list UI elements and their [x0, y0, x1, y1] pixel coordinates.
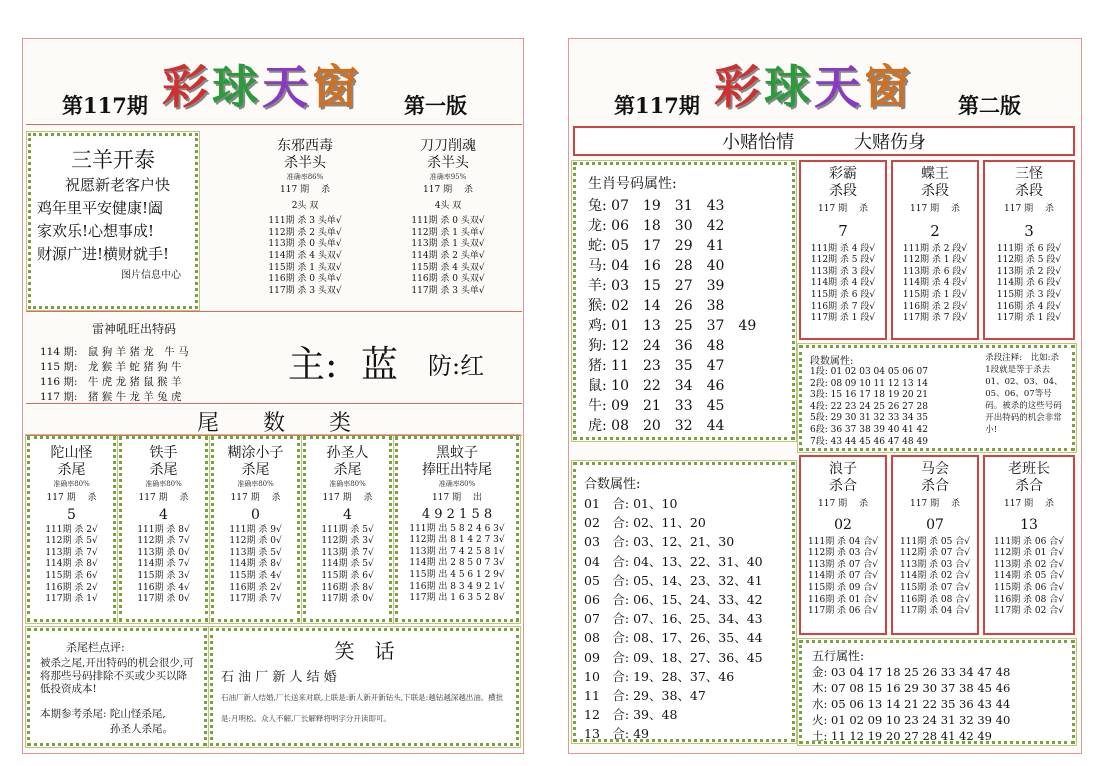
box-title: 马会 — [921, 461, 949, 477]
wuxing-box — [799, 640, 1075, 744]
prediction: 4头 双 — [434, 200, 462, 211]
history-row: 114期 杀 2 头单√ — [411, 250, 485, 261]
thunder-row: 114 期: 鼠 狗 羊 猪 龙 牛 马 — [40, 346, 189, 358]
box-title: 三怪 — [1015, 166, 1043, 182]
box-title: 蝶王 — [921, 166, 949, 182]
period: 117 期 杀 — [230, 493, 281, 503]
history-row: 117期 杀 7 段√ — [902, 313, 968, 324]
segment-kill-box — [983, 160, 1075, 340]
box-subtitle: 杀合 — [921, 478, 949, 494]
history-row: 117期 杀 0√ — [321, 594, 374, 605]
zodiac-box — [573, 162, 795, 440]
accuracy: 准确率80% — [145, 480, 182, 488]
tail-kill-box — [27, 436, 116, 622]
history-row: 111期 杀 2√ — [45, 524, 98, 535]
segment-row: 4段: 22 23 24 25 26 27 28 — [810, 401, 928, 412]
history-row: 116期 杀 08 合√ — [994, 594, 1064, 605]
review-body: 被杀之尾,开出特码的机会很少,可将那些号码排除不买或少买以降低投资成本! — [40, 657, 194, 695]
tail-kill-box — [119, 436, 208, 622]
right-edition: 第二版 — [958, 93, 1021, 118]
blessing-line: 鸡年里平安健康!阖 — [37, 199, 164, 217]
sum-row: 08 合: 08、17、26、35、44 — [584, 630, 763, 646]
period: 117 期 杀 — [910, 204, 960, 214]
segment-kill-box — [799, 160, 887, 340]
history-row: 117期 杀 1 段√ — [996, 313, 1062, 324]
history-row: 111期 杀 8√ — [137, 524, 190, 535]
history-row: 115期 杀 6√ — [45, 570, 98, 581]
box-subtitle: 杀段 — [921, 183, 949, 199]
prediction: 07 — [926, 516, 944, 533]
history-row: 113期 杀 03 合√ — [900, 559, 970, 570]
banner — [573, 126, 1075, 156]
tail-out-box — [395, 436, 519, 622]
blessing-line: 祝愿新老客户快 — [65, 176, 171, 194]
history-row: 115期 杀 6√ — [321, 570, 374, 581]
period: 117 期 出 — [432, 493, 482, 503]
accuracy: 准确率80% — [438, 480, 476, 488]
history-row: 115期 杀 4 头双√ — [411, 262, 485, 273]
accuracy: 准确率80% — [237, 480, 274, 488]
history-row: 111期 杀 4 段√ — [810, 243, 876, 254]
joke-body: 石油厂新人结婚,厂长送来对联,上联是:新人新开新钻头,下联是:越钻越深越出油。横批是:月明松。众人不解,厂长解释将明字分开读即可。 — [221, 693, 504, 723]
history-row: 117期 杀 3 头双√ — [268, 285, 342, 296]
history-row: 114期 杀 8√ — [45, 559, 98, 570]
history-row: 114期 杀 7√ — [137, 559, 190, 570]
segment-row: 1段: 01 02 03 04 05 06 07 — [810, 367, 928, 377]
history-row: 114期 杀 4 段√ — [810, 278, 876, 289]
sum-kill-box — [983, 455, 1075, 635]
thunder-title: 雷神吼旺出特码 — [92, 322, 177, 336]
history-row: 115期 杀 09 合√ — [808, 582, 878, 593]
sum-row: 03 合: 03、12、21、30 — [584, 534, 735, 550]
history-row: 113期 杀 3 段√ — [810, 266, 876, 277]
box-subtitle: 捧旺出特尾 — [422, 462, 492, 478]
history-row: 116期 杀 2 段√ — [902, 301, 968, 312]
history-row: 113期 杀 5√ — [229, 547, 282, 558]
zodiac-row: 兔: 07 19 31 43 — [588, 198, 725, 214]
box-subtitle: 杀段 — [829, 183, 857, 199]
box-title: 孙圣人 — [326, 445, 369, 461]
history-row: 113期 杀 0√ — [137, 547, 190, 558]
history-row: 115期 杀 06 合√ — [994, 582, 1064, 593]
history-row: 112期 杀 5√ — [45, 536, 98, 547]
history-row: 116期 杀 2√ — [229, 582, 282, 593]
history-row: 114期 杀 5√ — [321, 559, 374, 570]
history-row: 112期 杀 01 合√ — [994, 548, 1064, 559]
period: 117 期 杀 — [280, 185, 330, 195]
prediction: 3 — [1024, 221, 1034, 240]
history-row: 113期 出 7 4 2 5 8 1√ — [409, 546, 505, 557]
zodiac-row: 猪: 11 23 35 47 — [588, 358, 725, 374]
segment-row: 2段: 08 09 10 11 12 13 14 — [810, 378, 928, 389]
history-row: 116期 杀 0 头双√ — [411, 274, 485, 285]
prediction: 13 — [1020, 516, 1038, 533]
tail-kill-box — [303, 436, 392, 622]
box-subtitle: 杀段 — [1015, 183, 1043, 199]
segment-kill-box — [891, 160, 979, 340]
box-subtitle: 杀尾 — [241, 462, 270, 478]
history-row: 112期 杀 5 段√ — [810, 255, 876, 266]
period: 117 期 杀 — [1004, 499, 1054, 509]
history-row: 111期 杀 3 头单√ — [268, 216, 342, 227]
left-edition: 第一版 — [404, 93, 467, 118]
history-row: 113期 杀 02 合√ — [994, 559, 1064, 570]
history-row: 111期 杀 5√ — [321, 524, 374, 535]
history-row: 116期 杀 01 合√ — [808, 594, 878, 605]
history-row: 115期 杀 1 头双√ — [268, 262, 342, 273]
box-subtitle: 杀半头 — [284, 155, 326, 171]
tail-kill-box — [211, 436, 300, 622]
period: 117 期 杀 — [322, 493, 373, 503]
segment-row: 6段: 36 37 38 39 40 41 42 — [810, 424, 928, 435]
zodiac-row: 羊: 03 15 27 39 — [588, 278, 725, 294]
prediction: 02 — [834, 516, 852, 533]
accuracy: 准确率80% — [53, 480, 90, 488]
prediction: 4 9 2 1 5 8 — [421, 506, 493, 522]
review-ref-label — [40, 706, 194, 721]
history-row: 115期 杀 1 段√ — [902, 289, 968, 300]
history-row: 114期 杀 05 合√ — [994, 571, 1064, 582]
review-ref2: 孙圣人杀尾。 — [110, 723, 173, 735]
history-row: 112期 杀 2 头单√ — [268, 227, 342, 238]
box-title: 东邪西毒 — [277, 138, 333, 154]
accuracy: 准确率80% — [329, 480, 366, 488]
segment-attr-title: 段数属性: — [810, 356, 854, 367]
thunder-row: 116 期: 牛 虎 龙 猪 鼠 猴 羊 — [40, 376, 182, 388]
history-row: 116期 杀 4 段√ — [996, 301, 1062, 312]
review-title: 杀尾栏点评: — [66, 641, 125, 654]
history-row: 117期 杀 02 合√ — [994, 606, 1064, 617]
main-color: 主: 蓝 — [288, 343, 398, 386]
left-issue: 第117期 — [62, 93, 148, 118]
left-header-rule — [26, 124, 522, 125]
history-row: 111期 杀 05 合√ — [900, 536, 970, 547]
history-row: 114期 杀 07 合√ — [808, 571, 878, 582]
blessing-line: 财源广进!横财就手! — [37, 245, 170, 263]
history-row: 115期 出 4 5 6 1 2 9√ — [409, 569, 505, 580]
history-row: 117期 杀 1 段√ — [810, 313, 876, 324]
accuracy: 准确率95% — [429, 173, 467, 181]
history-row: 112期 杀 7√ — [137, 536, 190, 547]
history-row: 111期 出 5 8 2 4 6 3√ — [409, 523, 505, 534]
prediction: 2 — [930, 221, 940, 240]
box-title: 刀刀削魂 — [420, 138, 476, 154]
history-row: 113期 杀 7√ — [321, 547, 374, 558]
history-row: 111期 杀 9√ — [229, 524, 282, 535]
sum-attr-box — [573, 462, 795, 742]
box-subtitle: 杀合 — [829, 478, 857, 494]
banner-left: 小赌怡情 — [722, 132, 794, 153]
history-row: 116期 杀 7 段√ — [810, 301, 876, 312]
period: 117 期 杀 — [46, 493, 97, 503]
left-logo: 彩球天窗 — [162, 60, 362, 114]
prediction: 4 — [343, 506, 352, 523]
history-row: 114期 杀 02 合√ — [900, 571, 970, 582]
prediction: 2头 双 — [291, 200, 319, 211]
sum-row: 10 合: 19、28、37、46 — [584, 668, 735, 684]
history-row: 117期 杀 7√ — [229, 594, 282, 605]
history-row: 116期 杀 0 头单√ — [268, 274, 342, 285]
history-row: 117期 杀 04 合√ — [900, 606, 970, 617]
segment-attr-box — [799, 345, 1075, 451]
history-row: 111期 杀 2 段√ — [902, 243, 968, 254]
guard-color: 防:红 — [428, 352, 485, 380]
box-title: 老班长 — [1008, 461, 1050, 477]
review-box — [27, 628, 207, 746]
history-row: 111期 杀 04 合√ — [808, 536, 878, 547]
history-row: 116期 杀 2√ — [45, 582, 98, 593]
blessing-source: 图片信息中心 — [121, 270, 181, 281]
sum-row: 02 合: 02、11、20 — [584, 515, 706, 531]
history-row: 112期 杀 03 合√ — [808, 548, 878, 559]
thunder-row: 117 期: 猪 猴 牛 龙 羊 兔 虎 — [40, 391, 182, 403]
sum-row: 07 合: 07、16、25、34、43 — [584, 611, 763, 627]
sum-row: 13 合: 49 — [584, 726, 649, 742]
box-title: 浪子 — [829, 461, 857, 477]
sum-row: 01 合: 01、10 — [584, 496, 678, 511]
history-row: 117期 杀 06 合√ — [808, 606, 878, 617]
divider — [26, 403, 522, 404]
history-row: 112期 杀 3√ — [321, 536, 374, 547]
history-row: 114期 杀 8√ — [229, 559, 282, 570]
period: 117 期 杀 — [910, 499, 960, 509]
history-row: 111期 杀 0 头双√ — [411, 216, 485, 227]
box-title: 陀山怪 — [50, 445, 93, 461]
box-subtitle: 杀尾 — [149, 462, 178, 478]
zodiac-row: 狗: 12 24 36 48 — [588, 338, 725, 354]
joke-box — [210, 628, 519, 746]
segment-row: 5段: 29 30 31 32 33 34 35 — [810, 413, 928, 424]
sum-row: 11 合: 29、38、47 — [584, 688, 706, 704]
sum-row: 09 合: 09、18、27、36、45 — [584, 649, 763, 665]
history-row: 112期 杀 1 头单√ — [411, 227, 485, 238]
period: 117 期 杀 — [818, 204, 868, 214]
review-ref-label-text: 本期参考杀尾: — [40, 708, 107, 720]
zodiac-row: 猴: 02 14 26 38 — [588, 298, 725, 314]
history-row: 116期 杀 08 合√ — [900, 594, 970, 605]
history-row: 115期 杀 6 段√ — [810, 289, 876, 300]
wuxing-row: 木: 07 08 15 16 29 30 37 38 45 46 — [812, 681, 1011, 695]
history-row: 112期 杀 0√ — [229, 536, 282, 547]
box-title: 糊涂小子 — [227, 445, 284, 461]
zodiac-row: 虎: 08 20 32 44 — [588, 418, 725, 434]
history-row: 111期 杀 06 合√ — [994, 536, 1064, 547]
history-row: 112期 杀 1 段√ — [902, 255, 968, 266]
history-row: 115期 杀 4√ — [229, 570, 282, 581]
box-title: 彩霸 — [829, 166, 857, 182]
segment-attr-list — [810, 352, 979, 447]
segment-row: 7段: 43 44 45 46 47 48 49 — [810, 436, 928, 447]
history-row: 116期 杀 4√ — [137, 582, 190, 593]
history-row: 117期 杀 1√ — [45, 594, 98, 605]
review-ref1: 陀山怪杀尾, — [109, 708, 166, 720]
history-row: 113期 杀 2 段√ — [996, 266, 1062, 277]
sum-kill-box — [799, 455, 887, 635]
history-row: 114期 杀 4 段√ — [902, 278, 968, 289]
zodiac-row: 马: 04 16 28 40 — [588, 258, 725, 274]
segment-row: 3段: 15 16 17 18 19 20 21 — [810, 390, 928, 401]
history-row: 116期 出 8 3 4 9 2 1√ — [409, 581, 505, 592]
box-east-west — [250, 138, 360, 297]
history-row: 113期 杀 6 段√ — [902, 266, 968, 277]
period: 117 期 杀 — [818, 499, 868, 509]
history-row: 112期 出 8 1 4 2 7 3√ — [409, 535, 505, 546]
divider — [26, 311, 522, 312]
banner-right: 大赌伤身 — [854, 132, 926, 153]
history-row: 113期 杀 07 合√ — [808, 559, 878, 570]
wuxing-title: 五行属性: — [812, 649, 865, 663]
history-row: 114期 杀 6 段√ — [996, 278, 1062, 289]
history-row: 115期 杀 3 段√ — [996, 289, 1062, 300]
blessing-line: 家欢乐!心想事成! — [37, 222, 155, 240]
prediction: 7 — [838, 221, 848, 240]
history-row: 113期 杀 0 头单√ — [268, 239, 342, 250]
period: 117 期 杀 — [138, 493, 189, 503]
right-logo: 彩球天窗 — [714, 60, 914, 114]
zodiac-row: 蛇: 05 17 29 41 — [588, 238, 725, 254]
sum-row: 06 合: 06、15、24、33、42 — [584, 592, 763, 608]
thunder-box — [40, 320, 260, 405]
history-row: 114期 杀 4 头双√ — [268, 250, 342, 261]
right-issue: 第117期 — [614, 93, 700, 118]
wuxing-row: 水: 05 06 13 14 21 22 35 36 43 44 — [812, 697, 1011, 711]
prediction: 5 — [67, 506, 76, 523]
wuxing-row: 土: 11 12 19 20 27 28 41 42 49 — [812, 729, 992, 743]
prediction: 0 — [251, 506, 260, 523]
zodiac-row: 龙: 06 18 30 42 — [588, 218, 725, 234]
sum-row: 12 合: 39、48 — [584, 707, 678, 723]
period: 117 期 杀 — [423, 185, 473, 195]
history-row: 117期 出 1 6 3 5 2 8√ — [409, 593, 505, 604]
blessing-title: 三羊开泰 — [71, 148, 155, 172]
zodiac-row: 鼠: 10 22 34 46 — [588, 378, 725, 394]
zodiac-title: 生肖号码属性: — [588, 176, 677, 192]
history-row: 117期 杀 0√ — [137, 594, 190, 605]
sum-attr-title: 合数属性: — [584, 477, 641, 492]
history-row: 112期 杀 07 合√ — [900, 548, 970, 559]
blessing-box — [28, 133, 198, 309]
box-title: 铁手 — [149, 445, 178, 461]
box-title: 黑蚊子 — [436, 445, 478, 461]
segment-note: 杀段注释: 比如:杀1段就是等于杀去01、02、03、04、05、06、07等号码。被杀的这些号码开出特码的机会非常小! — [985, 353, 1063, 435]
history-row: 113期 杀 7√ — [45, 547, 98, 558]
period: 117 期 杀 — [1004, 204, 1054, 214]
history-row: 112期 杀 5 段√ — [996, 255, 1062, 266]
history-row: 115期 杀 3√ — [137, 570, 190, 581]
history-row: 115期 杀 07 合√ — [900, 582, 970, 593]
history-row: 114期 出 2 8 5 0 7 3√ — [409, 558, 505, 569]
history-row: 116期 杀 8√ — [321, 582, 374, 593]
box-subtitle: 杀尾 — [57, 462, 86, 478]
joke-subtitle: 石 油 厂 新 人 结 婚 — [221, 670, 337, 685]
tail-section-title: 尾 数 类 — [196, 411, 351, 436]
box-subtitle: 杀尾 — [333, 462, 362, 478]
history-row: 111期 杀 6 段√ — [996, 243, 1062, 254]
wuxing-row: 金: 03 04 17 18 25 26 33 34 47 48 — [812, 665, 1011, 679]
sum-kill-box — [891, 455, 979, 635]
accuracy: 准确率86% — [286, 173, 324, 181]
history-row: 117期 杀 3 头单√ — [411, 285, 485, 296]
sum-row: 05 合: 05、14、23、32、41 — [584, 572, 763, 588]
sum-row: 04 合: 04、13、22、31、40 — [584, 553, 763, 569]
joke-title: 笑 话 — [334, 639, 395, 663]
prediction: 4 — [159, 506, 168, 523]
zodiac-row: 牛: 09 21 33 45 — [588, 398, 725, 414]
box-knife-soul — [398, 138, 498, 297]
zodiac-row: 鸡: 01 13 25 37 49 — [588, 318, 757, 334]
wuxing-row: 火: 01 02 09 10 23 24 31 32 39 40 — [812, 713, 1011, 727]
thunder-row: 115 期: 龙 猴 羊 蛇 猪 狗 牛 — [40, 361, 182, 373]
history-row: 113期 杀 1 头双√ — [411, 239, 485, 250]
box-subtitle: 杀半头 — [427, 155, 469, 171]
box-subtitle: 杀合 — [1015, 478, 1043, 494]
